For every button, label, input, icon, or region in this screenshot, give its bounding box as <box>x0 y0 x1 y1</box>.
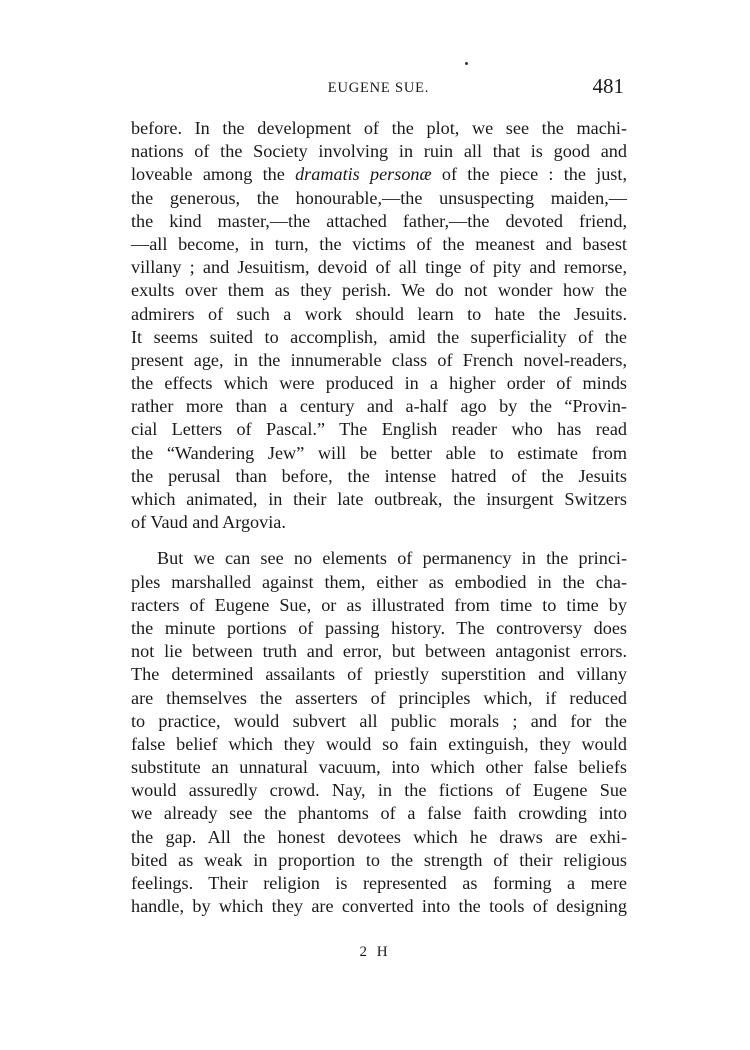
text-line: not lie between truth and error, but between antagonist errors. <box>131 641 627 662</box>
paragraph-2 <box>131 547 627 918</box>
text-line: rather more than a century and a-half ago by the “Provin- <box>131 396 627 417</box>
text-line: which animated, in their late outbreak, the insurgent Switzers <box>131 489 627 509</box>
text-line: present age, in the innumerable class of French novel-readers, <box>131 349 627 370</box>
page-number: 481 <box>592 74 624 98</box>
text-line: cial Letters of Pascal.” The English reader who has read <box>131 419 627 440</box>
text-line-with-italic <box>131 163 627 186</box>
text-line: the generous, the honourable,—the unsuspecting maiden,— <box>131 187 627 208</box>
text-line: false belief which they would so fain extinguish, they would <box>131 733 627 754</box>
text-line: The determined assailants of priestly superstition and villany <box>131 664 627 685</box>
text-line: are themselves the asserters of principles which, if reduced <box>131 687 627 708</box>
text-line: feelings. Their religion is represented as forming a mere <box>131 873 627 893</box>
text-line: the gap. All the honest devotees which he draws are exhi- <box>131 826 627 847</box>
text-line: villany ; and Jesuitism, devoid of all tinge of pity and remorse, <box>131 257 627 278</box>
ink-speck <box>465 62 468 65</box>
text-line: bited as weak in proportion to the strength of their religious <box>131 849 627 870</box>
text-line: handle, by which they are converted into the tools of designing <box>131 896 627 917</box>
text-line: exults over them as they perish. We do not wonder how the <box>131 280 627 301</box>
text-line: substitute an unnatural vacuum, into which other false beliefs <box>131 757 627 778</box>
body-text <box>131 117 627 918</box>
italic-phrase: dramatis personæ <box>295 164 432 185</box>
text-line: we already see the phantoms of a false faith crowding into <box>131 803 627 824</box>
text-line: racters of Eugene Sue, or as illustrated from time to time by <box>131 594 627 615</box>
text-line: would assuredly crowd. Nay, in the fictions of Eugene Sue <box>131 780 627 801</box>
text-line: before. In the development of the plot, we see the machi- <box>131 118 627 138</box>
text-line: the “Wandering Jew” will be better able to estimate from <box>131 442 627 463</box>
paragraph-1 <box>131 117 627 534</box>
text-line: admirers of such a work should learn to hate the Jesuits. <box>131 303 627 324</box>
text-line: It seems suited to accomplish, amid the superficiality of the <box>131 326 627 347</box>
text-line: nations of the Society involving in ruin all that is good and <box>131 141 627 162</box>
running-title: EUGENE SUE. <box>327 80 430 96</box>
text-line: of Vaud and Argovia. <box>131 512 286 533</box>
text-line: ples marshalled against them, either as embodied in the cha- <box>131 571 627 592</box>
text-line: the minute portions of passing history. The controversy does <box>131 617 627 638</box>
paragraph-gap <box>131 534 627 547</box>
text-line: the kind master,—the attached father,—the devoted friend, <box>131 210 627 231</box>
text-line: the perusal than before, the intense hatred of the Jesuits <box>131 465 627 486</box>
text-line: But we can see no elements of permanency in the princi- <box>157 548 627 569</box>
signature-mark: 2 H <box>359 944 391 960</box>
text-fragment: of the piece : the just, <box>431 164 627 185</box>
text-line: to practice, would subvert all public morals ; and for the <box>131 710 627 731</box>
text-fragment: loveable among the <box>131 164 296 185</box>
text-line: the effects which were produced in a higher order of minds <box>131 373 627 394</box>
running-head <box>131 74 626 104</box>
text-line: —all become, in turn, the victims of the meanest and basest <box>131 233 627 254</box>
